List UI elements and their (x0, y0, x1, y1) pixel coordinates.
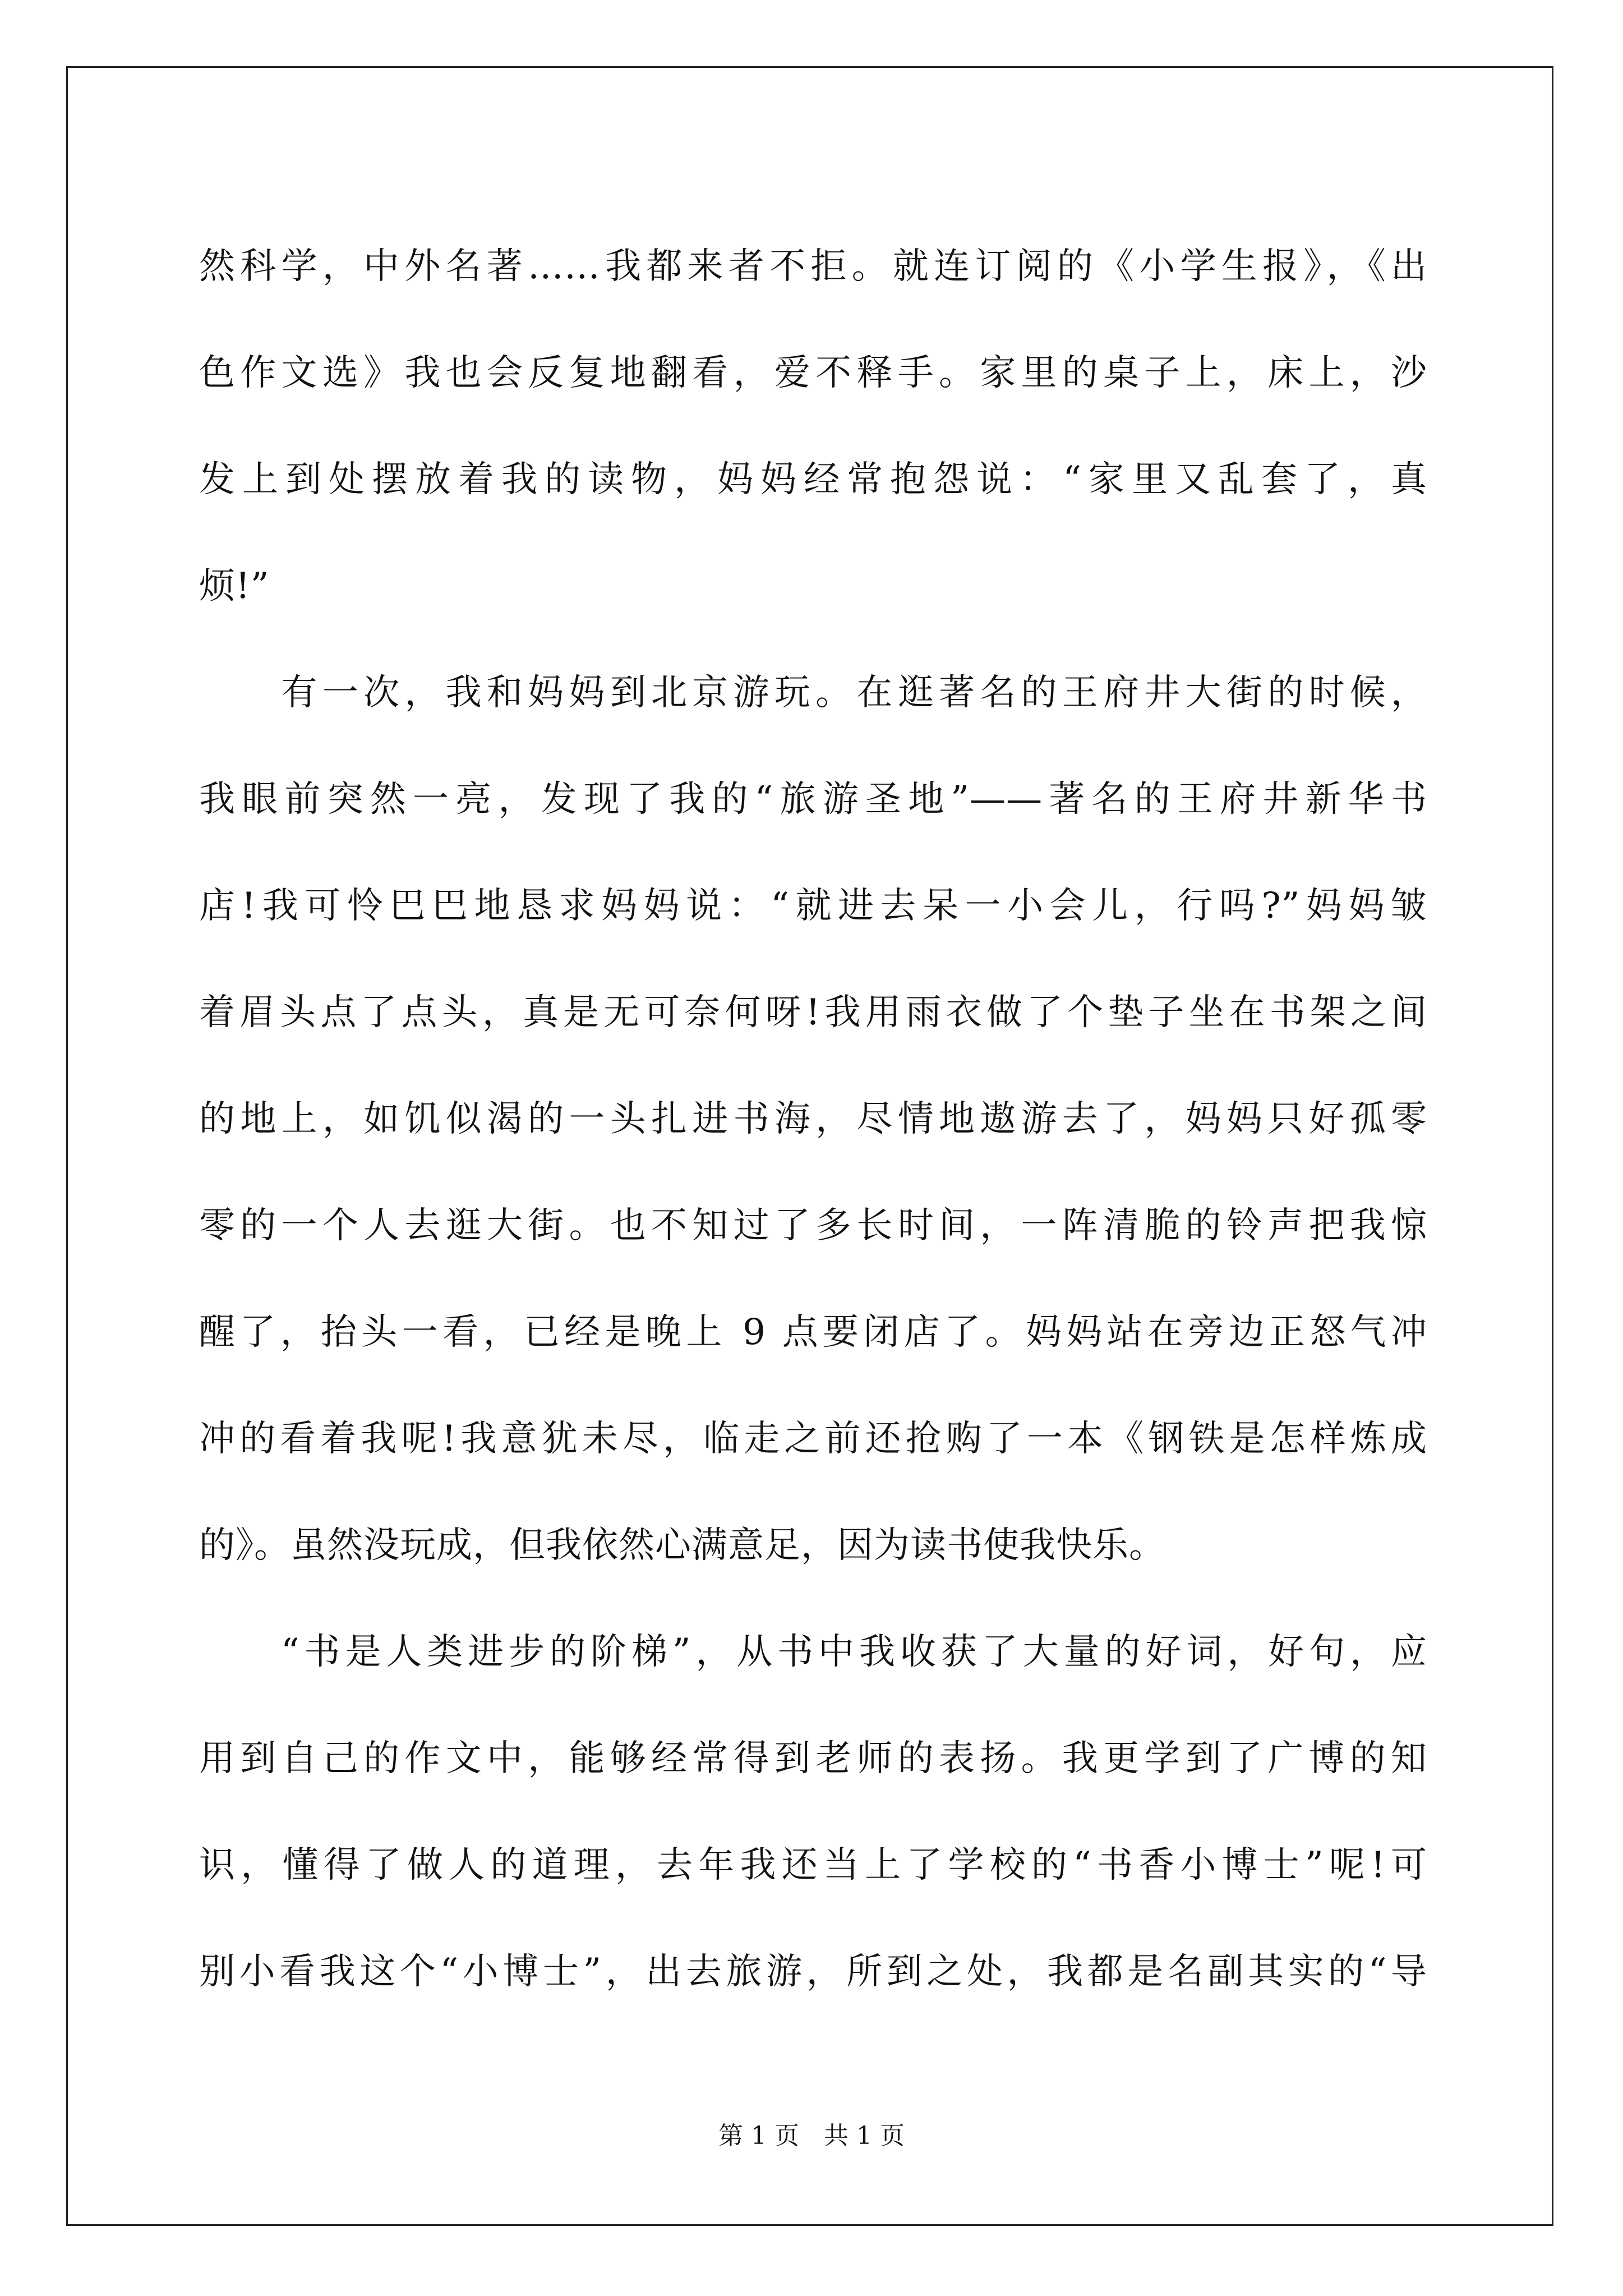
document-body (199, 213, 1427, 2025)
text-line: 然科学，中外名著……我都来者不拒。就连订阅的《小学生报》，《出 (199, 246, 1427, 287)
text-line: 的地上，如饥似渴的一头扎进书海，尽情地遨游去了，妈妈只好孤零 (199, 1098, 1427, 1140)
text-line: 用到自己的作文中，能够经常得到老师的表扬。我更学到了广博的知 (199, 1738, 1427, 1779)
page-number: 第 1 页 共 1 页 (718, 2122, 905, 2150)
text-line: 醒了，抬头一看，已经是晚上 9 点要闭店了。妈妈站在旁边正怒气冲 (199, 1312, 1427, 1353)
text-line: 零的一个人去逛大街。也不知过了多长时间，一阵清脆的铃声把我惊 (199, 1205, 1427, 1246)
text-line: 着眉头点了点头，真是无可奈何呀!我用雨衣做了个垫子坐在书架之间 (199, 992, 1427, 1033)
text-line: 烦!” (199, 565, 270, 607)
text-line: 冲的看着我呢!我意犹未尽，临走之前还抢购了一本《钢铁是怎样炼成 (199, 1418, 1427, 1460)
text-line: 发上到处摆放着我的读物，妈妈经常抱怨说：“家里又乱套了，真 (199, 459, 1427, 500)
text-line: 识，懂得了做人的道理，去年我还当上了学校的“书香小博士”呢!可 (199, 1844, 1427, 1886)
text-line: 我眼前突然一亮，发现了我的“旅游圣地”——著名的王府井新华书 (199, 779, 1427, 820)
text-line: 别小看我这个“小博士”，出去旅游，所到之处，我都是名副其实的“导 (199, 1951, 1427, 1993)
text-line: 的》。虽然没玩成，但我依然心满意足，因为读书使我快乐。 (199, 1525, 1165, 1566)
text-line: 店!我可怜巴巴地恳求妈妈说：“就进去呆一小会儿，行吗?”妈妈皱 (199, 885, 1427, 927)
text-line: 色作文选》我也会反复地翻看，爱不释手。家里的桌子上，床上，沙 (199, 352, 1427, 394)
text-line: “书是人类进步的阶梯”，从书中我收获了大量的好词，好句，应 (199, 1631, 1427, 1673)
text-line: 有一次，我和妈妈到北京游玩。在逛著名的王府井大街的时候， (199, 672, 1427, 714)
